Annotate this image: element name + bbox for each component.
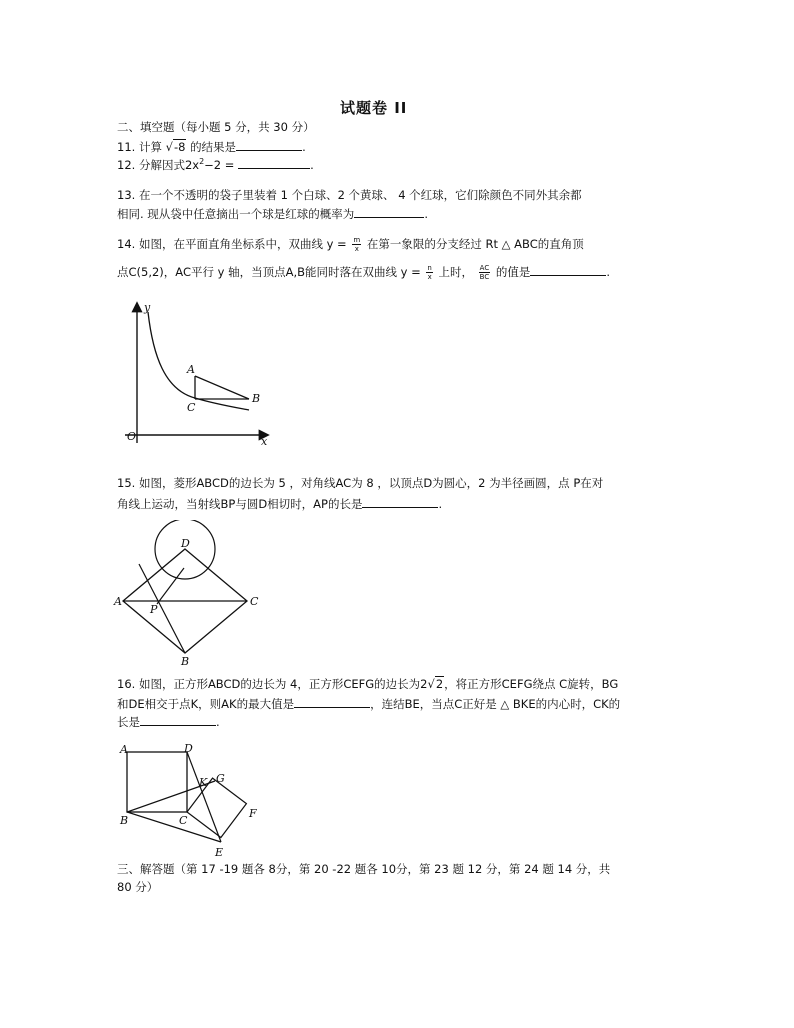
label-a: A [187,363,195,376]
label-y: y [144,301,151,314]
label-b: B [252,392,261,405]
question-15-line-2 [117,495,442,511]
question-text: ，连结BE，当点C正好是 △ BKE的内心时，CK的 [370,697,621,711]
exponent: 2 [199,157,205,167]
answer-blank[interactable] [140,713,216,726]
question-text: 点C(5,2)，AC平行 y 轴，当顶点A,B能同时落在双曲线 y = [117,265,421,279]
question-text: 在第一象限的分支经过 Rt △ ABC的直角顶 [366,237,584,251]
question-16-line-2 [117,695,620,711]
hyperbola-curve [148,312,249,410]
period: . [302,140,306,154]
question-text: 的结果是 [190,140,237,154]
label-x: x [261,435,268,448]
numerator: n [427,264,432,272]
numerator: AC [479,264,490,272]
question-13-line-2 [117,205,428,221]
question-text: 和DE相交于点K，则AK的最大值是 [117,697,295,711]
section-3-line-2: 80 分） [117,880,159,894]
question-15-line-1: 15. 如图，菱形ABCD的边长为 5 ，对角线AC为 8 ，以顶点D为圆心，2 为半径画圆，点 P在对 [117,476,604,490]
question-14-line-1 [117,236,584,253]
figure-14-hyperbola [115,298,275,448]
label-d: D [181,537,190,550]
label-k: K [199,776,208,789]
numerator: m [353,236,361,244]
segment-de [187,752,221,842]
question-text: 长是 [117,715,140,729]
question-text: 角线上运动，当射线BP与圆D相切时，AP的长是 [117,497,363,511]
label-c: C [187,401,196,414]
period: . [606,265,611,279]
sqrt-expression: √2 [427,677,444,691]
square-abcd [127,752,187,812]
question-text: 14. 如图，在平面直角坐标系中，双曲线 y = [117,237,347,251]
section-heading: 二、填空题（每小题 5 分，共 30 分） [117,120,315,134]
sqrt-expression: √-8 [165,140,186,154]
label-c: C [250,595,259,608]
period: . [310,158,314,172]
label-e: E [215,846,224,858]
answer-blank[interactable] [362,495,438,508]
answer-blank[interactable] [236,138,302,151]
denominator: x [427,273,432,281]
question-12 [117,156,314,172]
question-text: 16. 如图，正方形ABCD的边长为 4，正方形CEFG的边长为2 [117,677,428,691]
question-text: 的值是 [495,265,531,279]
question-13-line-1: 13. 在一个不透明的袋子里装着 1 个白球、2 个黄球、 4 个红球，它们除颜色不同外其余都 [117,188,582,202]
label-g: G [216,772,225,785]
question-text: ，将正方形CEFG绕点 C旋转，BG [444,677,619,691]
period: . [424,207,428,221]
answer-blank[interactable] [530,263,606,276]
ray-bp [139,564,185,653]
label-d: D [184,742,193,755]
radicand: 2 [435,677,444,691]
answer-blank[interactable] [238,156,310,169]
label-c: C [179,814,188,827]
question-text: 分解因式2x [138,158,200,172]
label-a: A [120,743,128,756]
answer-blank[interactable] [354,205,424,218]
figure-16-squares [115,740,275,858]
period: . [438,497,443,511]
segment-pd [157,568,184,604]
radicand: -8 [173,140,186,154]
segment-ab [195,376,249,399]
question-text: 上时， [438,265,474,279]
question-16-line-3 [117,713,220,729]
fraction-m-over-x [352,236,361,253]
label-a: A [114,595,122,608]
period: . [216,715,220,729]
section-3-line-1: 三、解答题（第 17 -19 题各 8分，第 20 -22 题各 10分，第 23 题 12 分，第 24 题 14 分，共 [117,862,611,876]
page-title: 试题卷 II [340,99,408,117]
question-text: −2 = [204,158,235,172]
question-text: 计算 [138,140,162,154]
denominator: BC [479,273,490,281]
label-b: B [120,814,129,827]
question-11 [117,138,306,154]
question-number: 11. [117,140,136,154]
fraction-ac-over-bc [479,264,491,281]
question-text: 相同. 现从袋中任意摘出一个球是红球的概率为 [117,207,355,221]
figure-15-rhombus [112,520,272,665]
question-number: 12. [117,158,136,172]
label-p: P [150,603,158,616]
denominator: x [354,245,359,253]
fraction-n-over-x [426,264,432,281]
question-14-line-2 [117,263,610,281]
answer-blank[interactable] [294,695,370,708]
label-b: B [181,655,190,665]
label-o: O [127,430,137,443]
question-16-line-1 [117,677,618,691]
label-f: F [249,807,257,820]
